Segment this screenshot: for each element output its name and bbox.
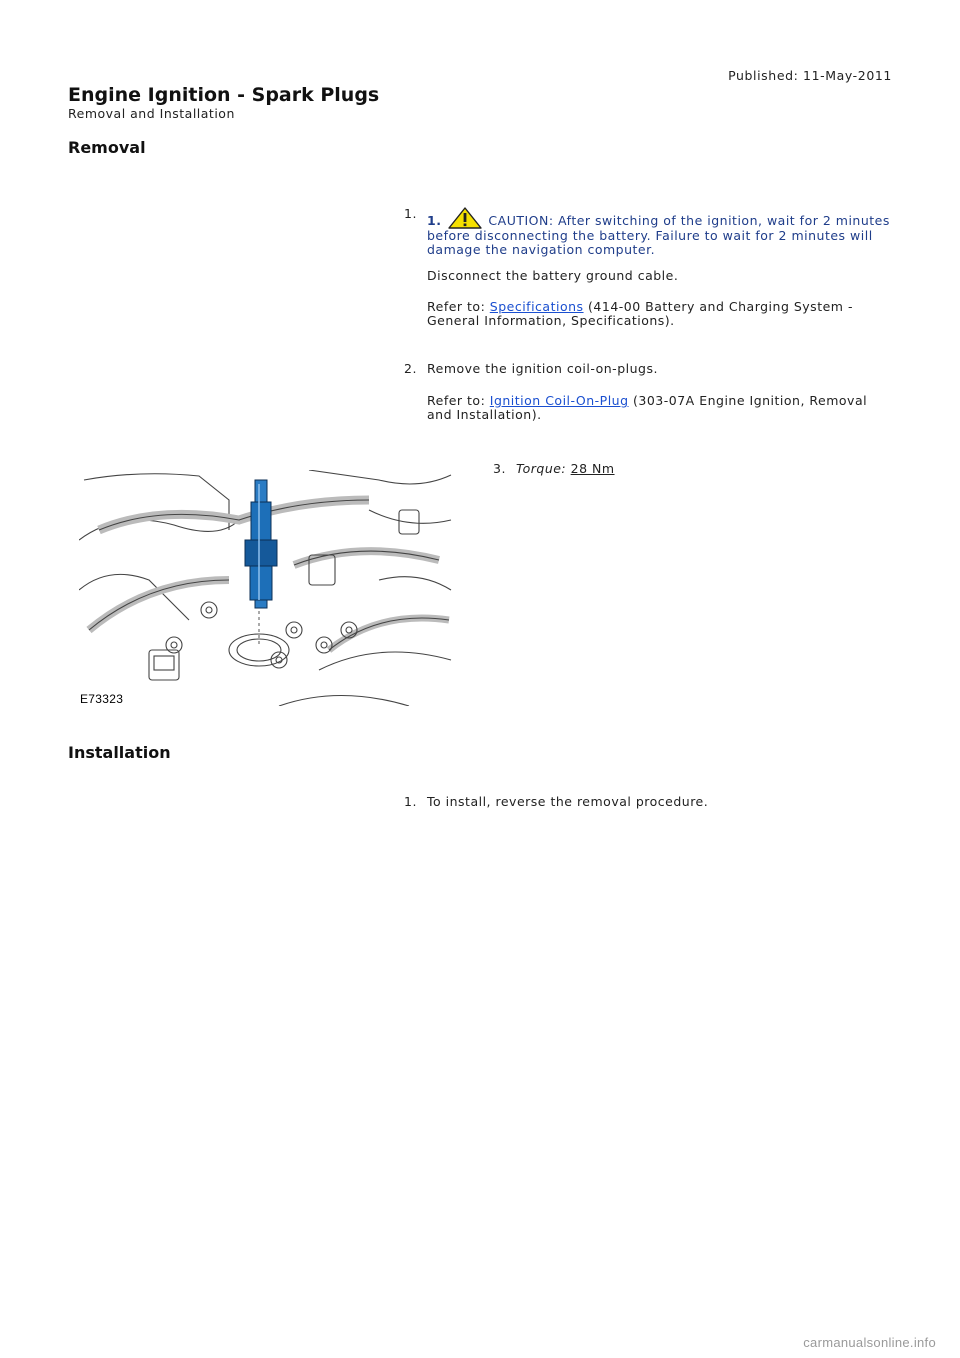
torque-label: Torque:: [516, 461, 567, 476]
step-instruction: Disconnect the battery ground cable.: [427, 268, 679, 283]
refer-detail: (303-07A Engine Ignition, Removal and Installation).: [427, 393, 868, 422]
step-instruction: To install, reverse the removal procedure.: [427, 794, 709, 809]
refer-label: Refer to:: [427, 299, 486, 314]
refer-to: [427, 394, 894, 422]
installation-step-1: [404, 795, 894, 819]
specifications-link[interactable]: Specifications: [489, 299, 584, 314]
ignition-coil-on-plug-link[interactable]: Ignition Coil-On-Plug: [489, 393, 629, 408]
caution-note: [427, 207, 894, 257]
spark-plug-illustration: [79, 470, 452, 706]
caution-text: CAUTION: After switching of the ignition, wait for 2 minutes before disconnecting the battery. Failure to wait for 2 minutes will damage the navigation computer.: [427, 213, 890, 257]
installation-heading: Installation: [68, 743, 171, 762]
page-title: Engine Ignition - Spark Plugs: [68, 84, 380, 106]
refer-label: Refer to:: [427, 393, 486, 408]
published-date: Published: 11-May-2011: [728, 68, 892, 83]
step-number: 3.: [493, 461, 506, 476]
step-number: 1.: [404, 206, 417, 221]
step-number: 2.: [404, 361, 417, 376]
warning-icon: [448, 207, 482, 229]
torque-value: 28 Nm: [570, 461, 615, 476]
removal-step-2: [404, 362, 894, 432]
page-subtitle: Removal and Installation: [68, 106, 235, 121]
watermark: carmanualsonline.info: [803, 1335, 936, 1350]
figure-code: E73323: [80, 692, 124, 706]
removal-step-3: [493, 462, 893, 476]
step-instruction: Remove the ignition coil-on-plugs.: [427, 361, 658, 376]
refer-detail: (414-00 Battery and Charging System - General Information, Specifications).: [427, 299, 853, 328]
caution-prefix: 1.: [427, 213, 442, 228]
removal-step-1: [404, 207, 894, 338]
step-number: 1.: [404, 794, 417, 809]
removal-heading: Removal: [68, 138, 146, 157]
refer-to: [427, 300, 894, 328]
